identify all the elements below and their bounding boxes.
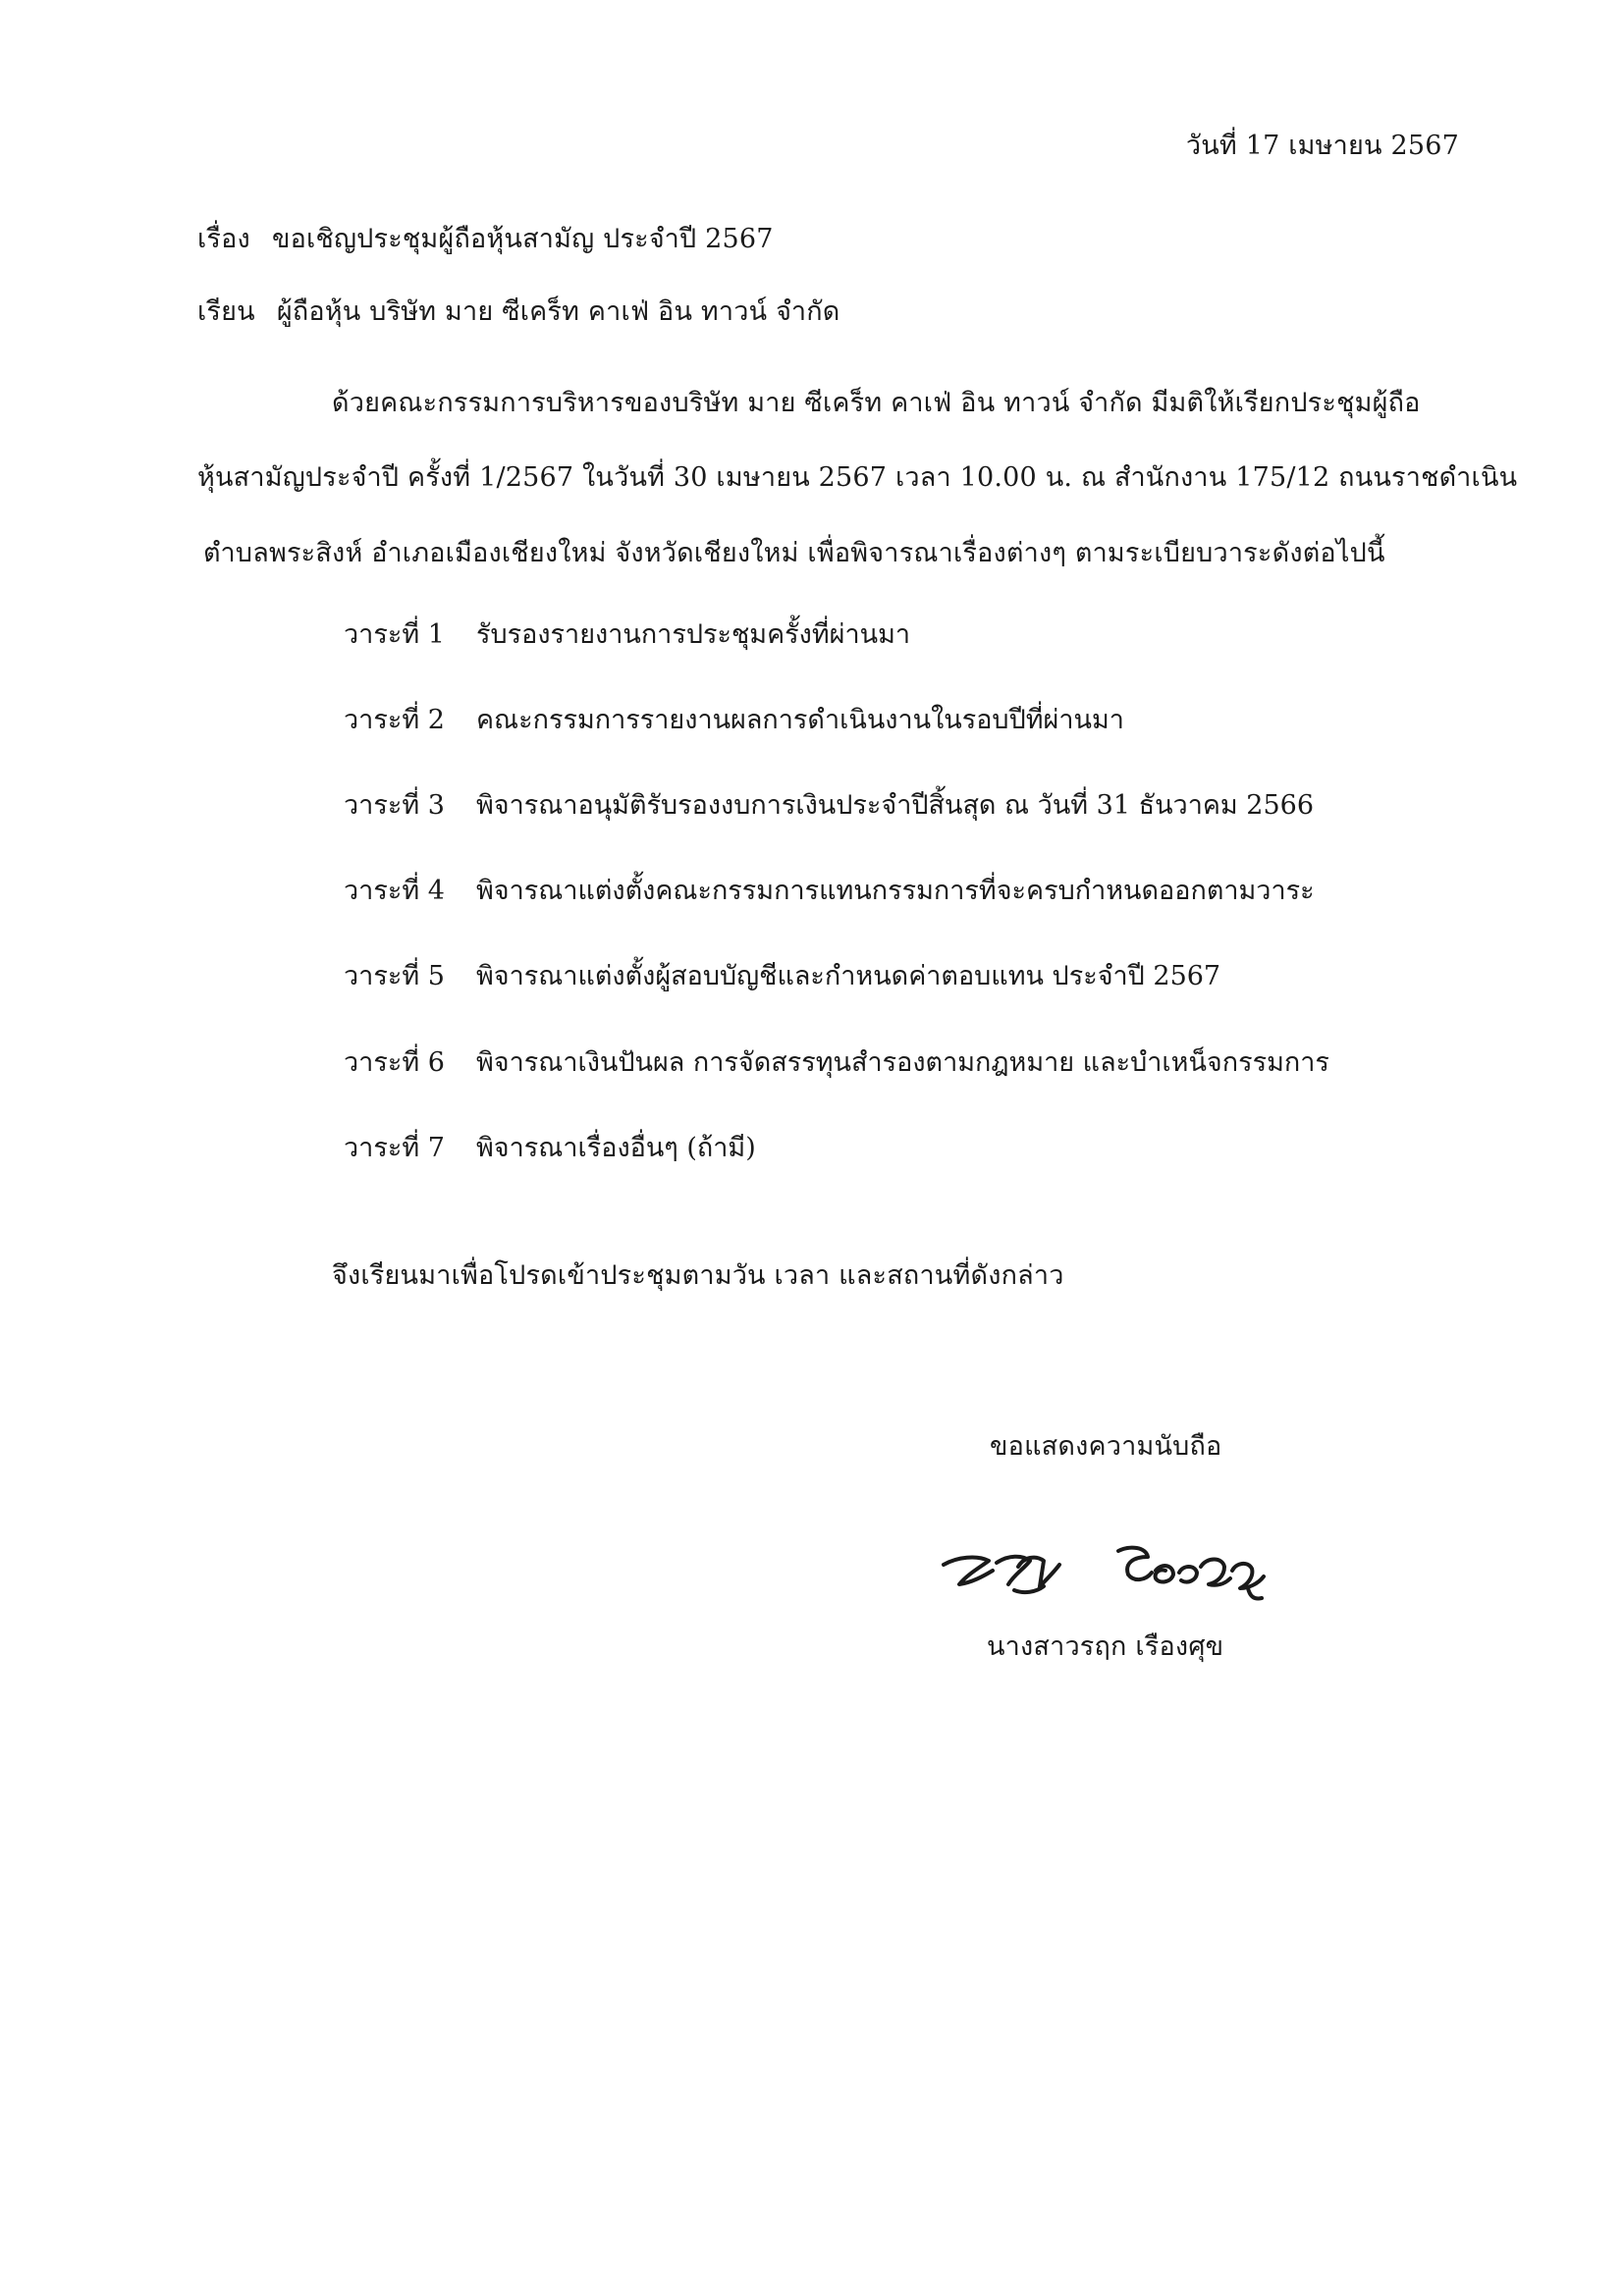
agenda-text: พิจารณาแต่งตั้งผู้สอบบัญชีและกำหนดค่าตอบแทน ประจำปี 2567 bbox=[476, 961, 1221, 991]
body-paragraph-line-3: ตำบลพระสิงห์ อำเภอเมืองเชียงใหม่ จังหวัดเชียงใหม่ เพื่อพิจารณาเรื่องต่างๆ ตามระเบียบวาระดังต่อไปนี้ bbox=[203, 538, 1385, 568]
agenda-text: คณะกรรมการรายงานผลการดำเนินงานในรอบปีที่ผ่านมา bbox=[476, 705, 1124, 735]
recipient-line bbox=[197, 294, 840, 330]
signer-name: นางสาวรฤก เรืองศุข bbox=[987, 1631, 1224, 1662]
body-paragraph-line-2: หุ้นสามัญประจำปี ครั้งที่ 1/2567 ในวันที่ 30 เมษายน 2567 เวลา 10.00 น. ณ สำนักงาน 175/12 ถนนราชดำเนิน bbox=[197, 462, 1518, 493]
agenda-text: พิจารณาเรื่องอื่นๆ (ถ้ามี) bbox=[476, 1133, 756, 1163]
agenda-label: วาระที่ 1 bbox=[344, 619, 445, 650]
subject-line bbox=[197, 222, 774, 257]
agenda-item bbox=[344, 1045, 1329, 1085]
agenda-item bbox=[344, 617, 910, 657]
letter-date: วันที่ 17 เมษายน 2567 bbox=[1185, 131, 1459, 161]
agenda-item bbox=[344, 703, 1124, 742]
agenda-item bbox=[344, 788, 1314, 828]
agenda-item bbox=[344, 1131, 756, 1170]
agenda-label: วาระที่ 3 bbox=[344, 790, 445, 821]
agenda-label: วาระที่ 7 bbox=[344, 1133, 445, 1163]
agenda-text: พิจารณาเงินปันผล การจัดสรรทุนสำรองตามกฎหมาย และบำเหน็จกรรมการ bbox=[476, 1047, 1329, 1078]
body-paragraph-line-1: ด้วยคณะกรรมการบริหารของบริษัท มาย ซีเคร็ท คาเฟ่ อิน ทาวน์ จำกัด มีมติให้เรียกประชุมผู้ถือ bbox=[332, 388, 1421, 418]
agenda-text: รับรองรายงานการประชุมครั้งที่ผ่านมา bbox=[476, 619, 911, 650]
subject-text: ขอเชิญประชุมผู้ถือหุ้นสามัญ ประจำปี 2567 bbox=[271, 224, 774, 254]
handwritten-signature bbox=[938, 1527, 1291, 1606]
regards-line: ขอแสดงความนับถือ bbox=[990, 1431, 1222, 1462]
agenda-item bbox=[344, 959, 1220, 998]
recipient-label: เรียน bbox=[197, 296, 255, 327]
agenda-text: พิจารณาแต่งตั้งคณะกรรมการแทนกรรมการที่จะครบกำหนดออกตามวาระ bbox=[476, 876, 1315, 906]
agenda-label: วาระที่ 4 bbox=[344, 876, 445, 906]
agenda-label: วาระที่ 5 bbox=[344, 961, 445, 991]
agenda-text: พิจารณาอนุมัติรับรองงบการเงินประจำปีสิ้นสุด ณ วันที่ 31 ธันวาคม 2566 bbox=[476, 790, 1315, 821]
agenda-item bbox=[344, 874, 1315, 913]
agenda-label: วาระที่ 6 bbox=[344, 1047, 445, 1078]
closing-sentence: จึงเรียนมาเพื่อโปรดเข้าประชุมตามวัน เวลา และสถานที่ดังกล่าว bbox=[332, 1260, 1064, 1291]
agenda-label: วาระที่ 2 bbox=[344, 705, 445, 735]
subject-label: เรื่อง bbox=[197, 224, 250, 254]
recipient-text: ผู้ถือหุ้น บริษัท มาย ซีเคร็ท คาเฟ่ อิน ทาวน์ จำกัด bbox=[276, 296, 840, 327]
